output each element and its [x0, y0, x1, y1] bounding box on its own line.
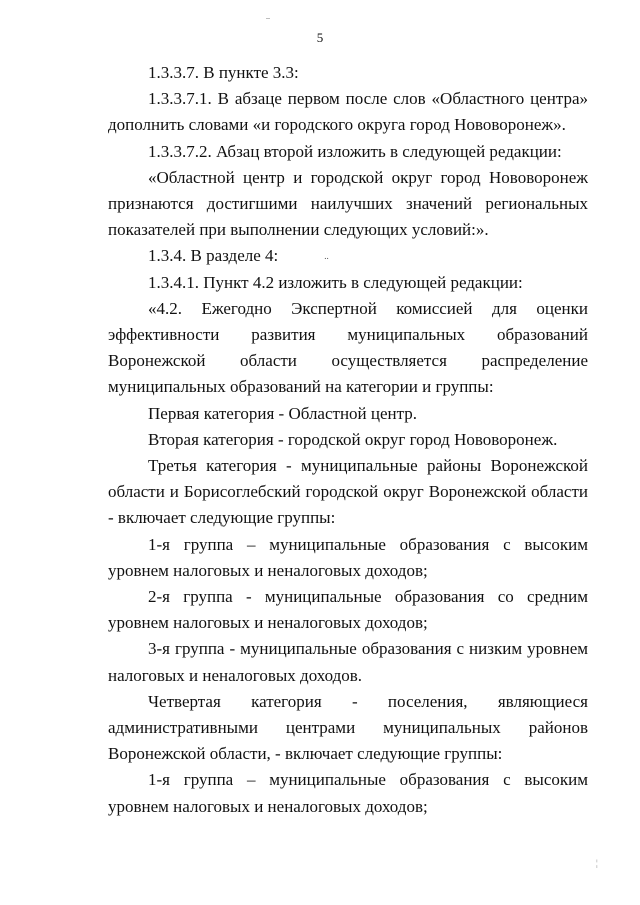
paragraph-third-group-3: 3-я группа - муниципальные образования с низким уровнем налоговых и неналоговых доходов. [108, 639, 588, 685]
paragraph-second-category: Вторая категория - городской округ город Нововоронеж. [148, 429, 558, 449]
paragraph-1-3-4-1: 1.3.4.1. Пункт 4.2 изложить в следующей редакции: [148, 272, 523, 292]
paragraph-fourth-group-1: 1-я группа – муниципальные образования с высоким уровнем налоговых и неналоговых доходов; [108, 770, 588, 816]
paragraph-mark: .. [324, 251, 329, 262]
paragraph-1-3-4-text: 1.3.4. В разделе 4: [148, 246, 279, 266]
side-mark: ¦ [596, 858, 598, 868]
paragraph-third-group-1: 1-я группа – муниципальные образования с высоким уровнем налоговых и неналоговых доходов; [108, 534, 588, 580]
page-number: 5 [316, 30, 324, 45]
paragraph-fourth-category: Четвертая категория - поселения, являющиеся административными центрами муниципальных районов Воронежской области, - включает следующие группы: [108, 691, 588, 764]
paragraph-1-3-3-7-1: 1.3.3.7.1. В абзаце первом после слов «Областного центра» дополнить словами «и городского округа город Нововоронеж». [108, 89, 588, 135]
stray-mark: .. [266, 12, 270, 21]
paragraph-quote-regional-center: «Областной центр и городской округ город Нововоронеж признаются достигшими наилучших значений региональных показателей при выполнении следующих условий:». [108, 167, 588, 240]
paragraph-1-3-3-7-2: 1.3.3.7.2. Абзац второй изложить в следующей редакции: [148, 141, 562, 161]
paragraph-third-group-2: 2-я группа - муниципальные образования со средним уровнем налоговых и неналоговых доходов; [108, 587, 588, 633]
paragraph-1-3-3-7: 1.3.3.7. В пункте 3.3: [148, 63, 299, 82]
paragraph-first-category: Первая категория - Областной центр. [148, 403, 418, 423]
paragraph-third-category: Третья категория - муниципальные районы Воронежской области и Борисоглебский городской округ Воронежской области - включает следующие группы: [108, 456, 588, 528]
document-body [108, 60, 588, 820]
paragraph-1-3-4 [108, 243, 588, 269]
paragraph-4-2: «4.2. Ежегодно Экспертной комиссией для оценки эффективности развития муниципальных образований Воронежской области осуществляется распределение муниципальных образований на категории и группы: [108, 298, 588, 397]
